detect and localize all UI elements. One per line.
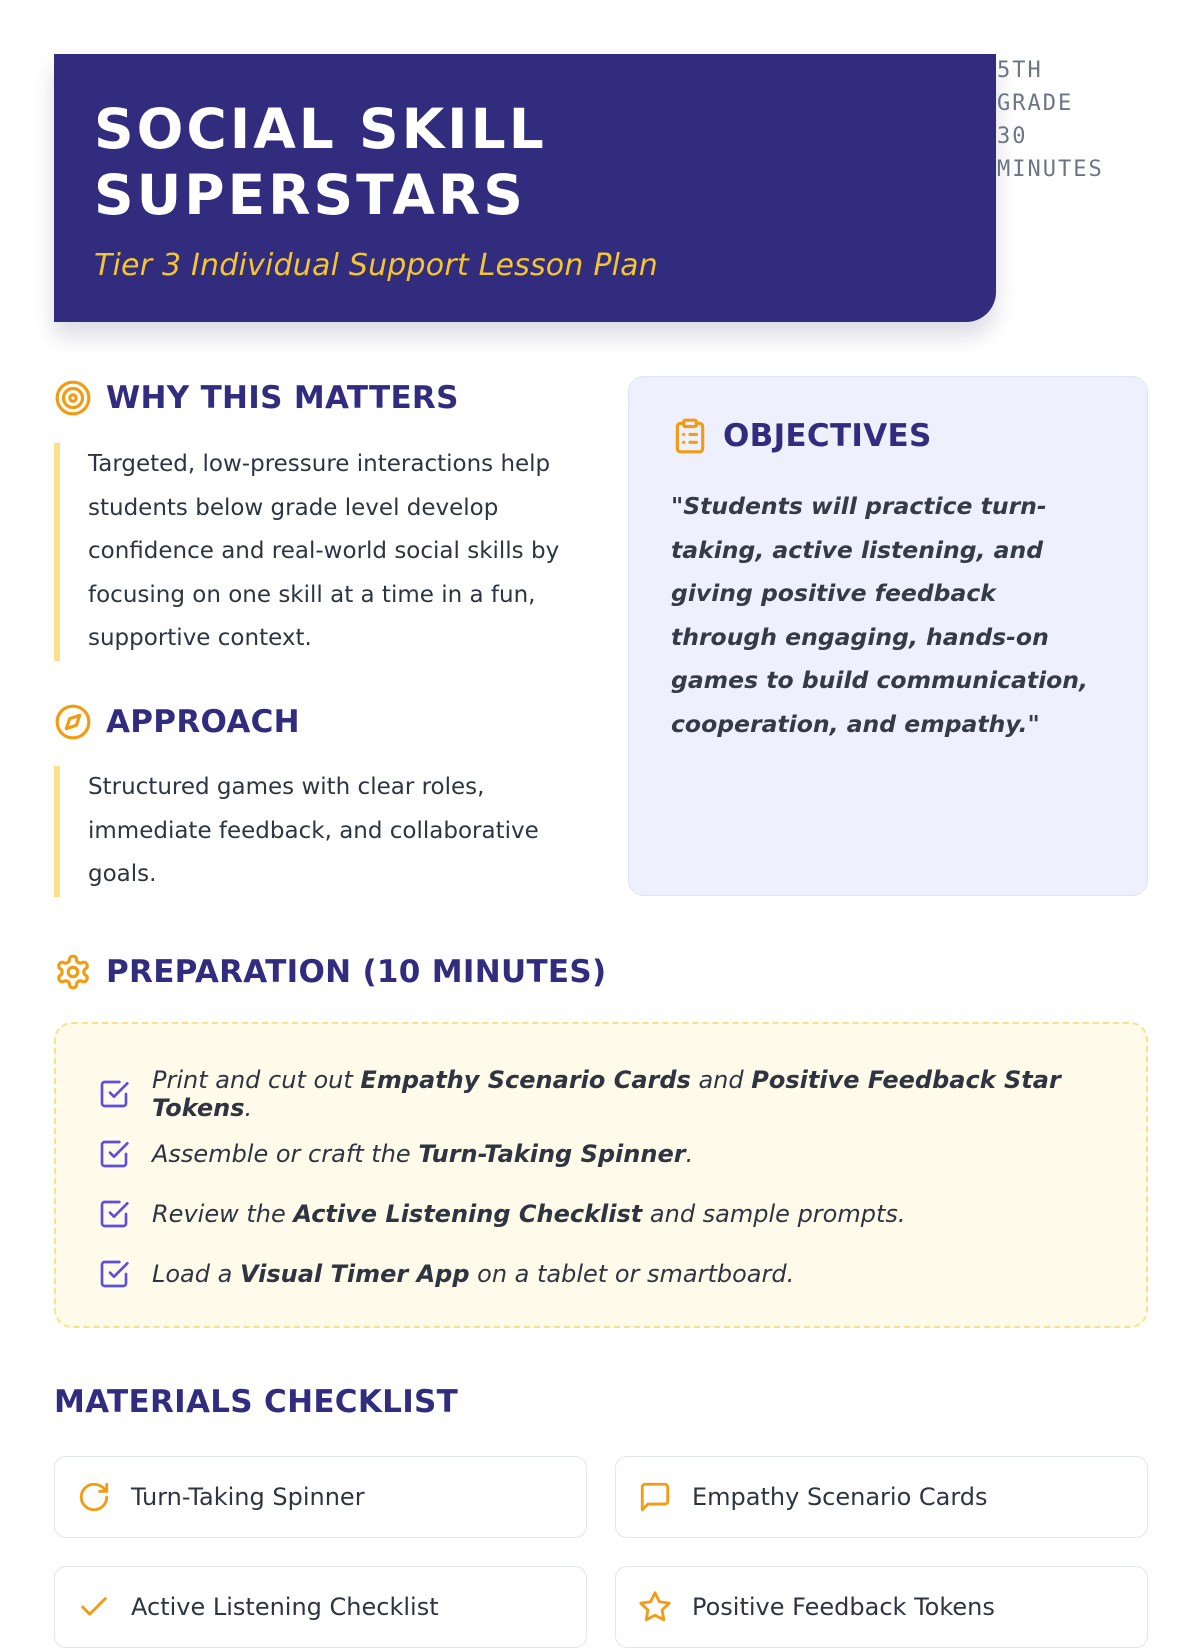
- clipboard-icon: [671, 417, 709, 455]
- gear-icon: [54, 953, 92, 991]
- compass-icon: [54, 703, 92, 741]
- material-label: Turn-Taking Spinner: [131, 1483, 365, 1511]
- material-card: [615, 1566, 1148, 1648]
- materials-heading: MATERIALS CHECKLIST: [54, 1384, 459, 1420]
- prep-emphasis: Visual Timer App: [239, 1260, 470, 1288]
- material-label: Empathy Scenario Cards: [692, 1483, 988, 1511]
- checkbox-checked-icon: [98, 1258, 130, 1290]
- material-card: [54, 1566, 587, 1648]
- why-heading-text: WHY THIS MATTERS: [106, 380, 459, 416]
- prep-item: [98, 1124, 1106, 1184]
- prep-emphasis: Empathy Scenario Cards: [360, 1066, 691, 1094]
- prep-item: [98, 1184, 1106, 1244]
- prep-text: .: [244, 1094, 253, 1122]
- page-subtitle: Tier 3 Individual Support Lesson Plan: [94, 248, 658, 283]
- prep-text: and: [690, 1066, 752, 1094]
- material-card: [54, 1456, 587, 1538]
- prep-text: Assemble or craft the: [152, 1140, 419, 1168]
- approach-body: Structured games with clear roles, immediate feedback, and collaborative goals.: [54, 766, 594, 897]
- refresh-icon: [77, 1480, 111, 1514]
- prep-item: [98, 1244, 1106, 1304]
- preparation-heading-text: PREPARATION (10 MINUTES): [106, 954, 607, 990]
- prep-text: Review the: [152, 1200, 294, 1228]
- checkbox-checked-icon: [98, 1198, 130, 1230]
- material-card: [615, 1456, 1148, 1538]
- prep-item: [98, 1064, 1106, 1124]
- material-label: Active Listening Checklist: [131, 1593, 439, 1621]
- prep-text: .: [685, 1140, 694, 1168]
- lesson-meta: [997, 54, 1137, 186]
- prep-text: Load a: [152, 1260, 240, 1288]
- meta-duration-label: MINUTES: [997, 157, 1104, 182]
- preparation-box: [54, 1022, 1148, 1328]
- approach-heading-text: APPROACH: [106, 704, 300, 740]
- header-banner: [54, 54, 996, 322]
- star-icon: [638, 1590, 672, 1624]
- objectives-heading: [671, 417, 1107, 455]
- why-heading: [54, 379, 459, 417]
- prep-text: Print and cut out: [152, 1066, 361, 1094]
- check-icon: [77, 1590, 111, 1624]
- target-icon: [54, 379, 92, 417]
- meta-grade-number: 5TH: [997, 58, 1043, 83]
- meta-grade-label: GRADE: [997, 91, 1074, 116]
- approach-heading: [54, 703, 300, 741]
- prep-text: on a tablet or smartboard.: [469, 1260, 795, 1288]
- objectives-quote: "Students will practice turn-taking, active listening, and giving positive feedback through engaging, hands-on games to build communication, cooperation, and empathy.": [671, 492, 1088, 738]
- preparation-heading: [54, 953, 606, 991]
- meta-duration-number: 30: [997, 124, 1028, 149]
- objectives-card: [628, 376, 1148, 896]
- prep-emphasis: Turn-Taking Spinner: [418, 1140, 686, 1168]
- page-title: SOCIAL SKILL SUPERSTARS: [94, 97, 547, 227]
- checkbox-checked-icon: [98, 1078, 130, 1110]
- prep-text: and sample prompts.: [642, 1200, 906, 1228]
- materials-grid: [54, 1456, 1148, 1648]
- message-square-icon: [638, 1480, 672, 1514]
- prep-emphasis: Active Listening Checklist: [293, 1200, 643, 1228]
- prep-emphasis: Positive Feedback Star Tokens: [152, 1066, 1061, 1122]
- objectives-heading-text: OBJECTIVES: [723, 418, 932, 454]
- material-label: Positive Feedback Tokens: [692, 1593, 995, 1621]
- why-body: Targeted, low-pressure interactions help students below grade level develop confidence and real-world social skills by focusing on one skill at a time in a fun, supportive context.: [54, 443, 594, 661]
- checkbox-checked-icon: [98, 1138, 130, 1170]
